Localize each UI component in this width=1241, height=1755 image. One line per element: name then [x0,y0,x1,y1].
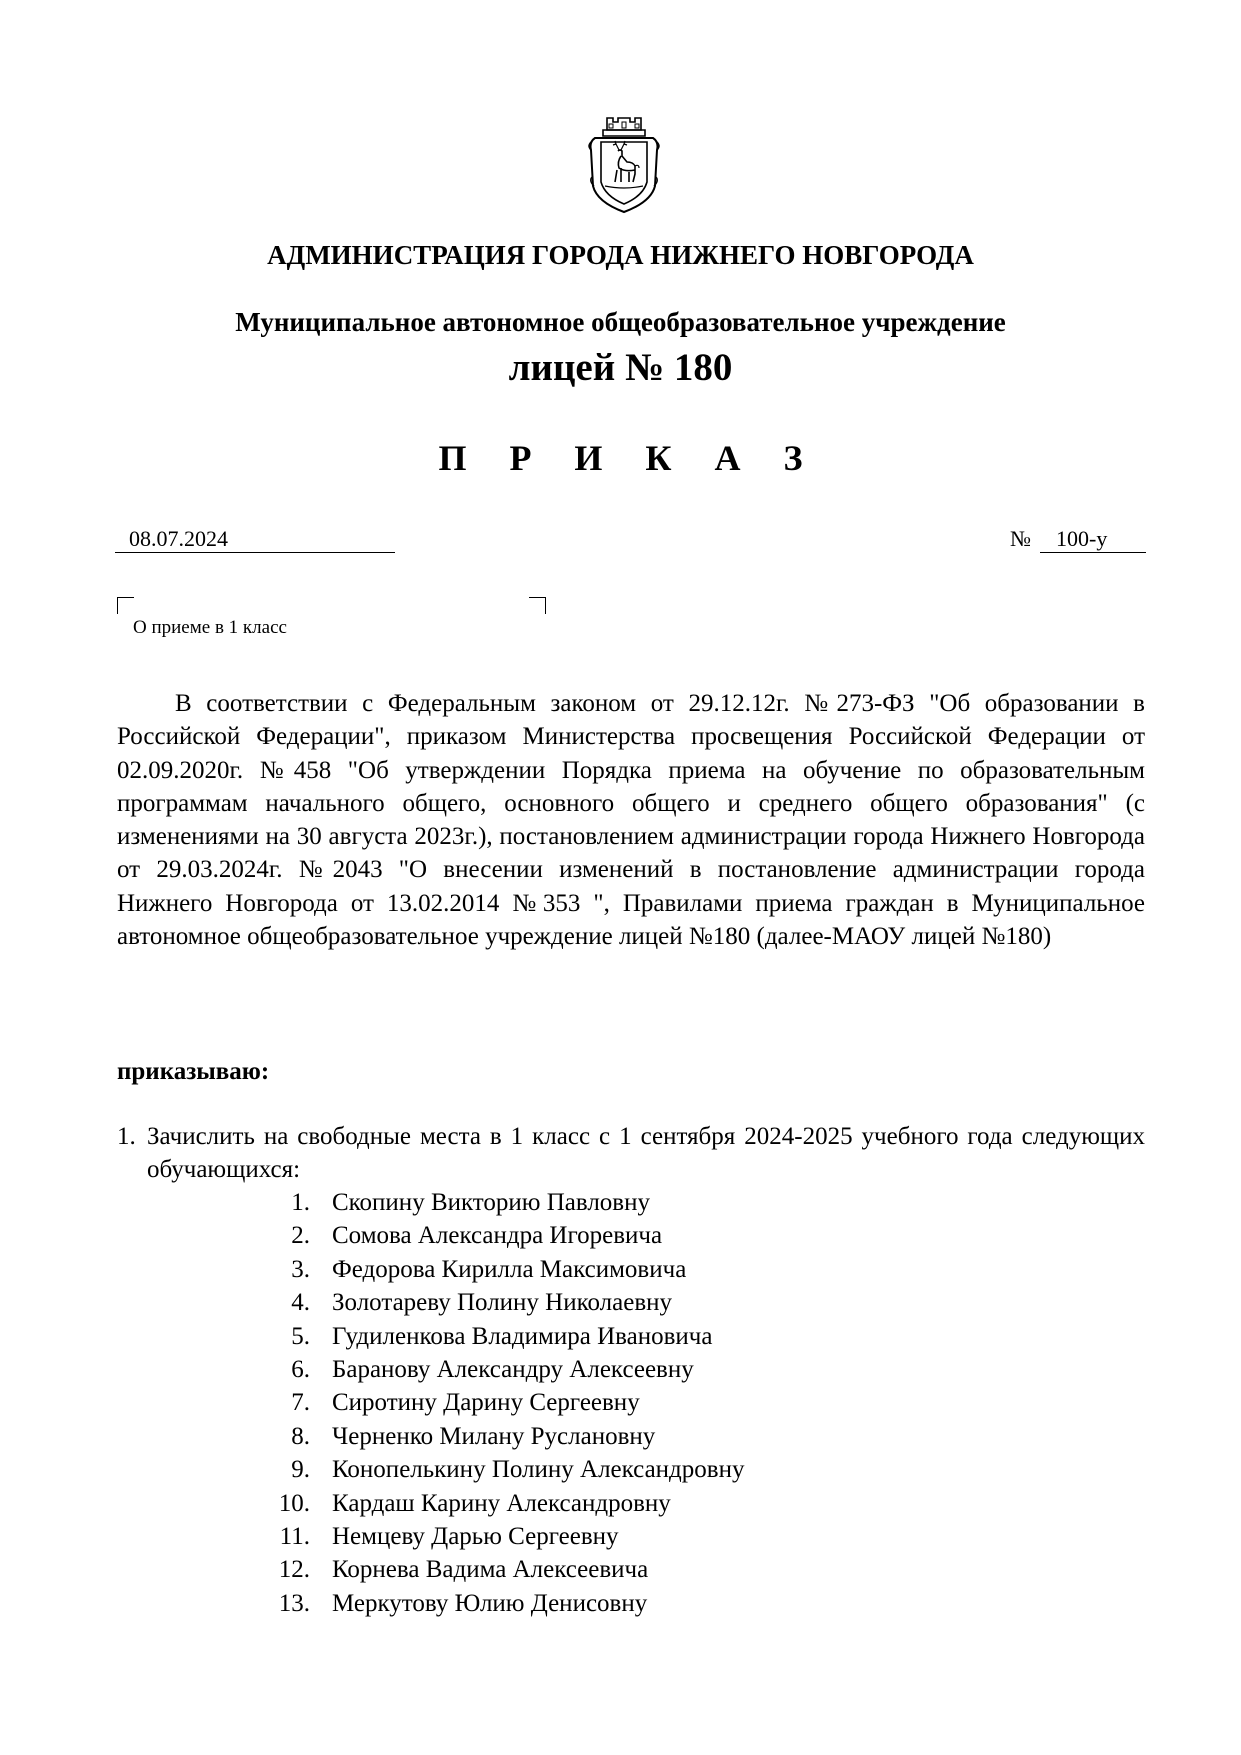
list-item [260,1420,960,1453]
students-list [260,1186,960,1620]
list-item-number: 2. [291,1222,310,1250]
order-number: 100-у [1040,526,1146,553]
preamble-paragraph: В соответствии с Федеральным законом от 29.12.12г. №273-ФЗ "Об образовании в Российской Федерации", приказом Министерства просвещения Российской Федерации от 02.09.2020г. №458 "Об утверждении Порядка приема на обучение по образовательным программам начального общего, основного общего и среднего общего образования" (с изменениями на 30 августа 2023г.), постановлением администрации города Нижнего Новгорода от 29.03.2024г. №2043 "О внесении изменений в постановление администрации города Нижнего Новгорода от 13.02.2014 №353 ", Правилами приема граждан в Муниципальное автономное общеобразовательное учреждение лицей №180 (далее-МАОУ лицей №180) [117,690,1145,951]
list-item-number: 13. [278,1589,310,1617]
student-name: Корнева Вадима Алексеевича [332,1556,649,1584]
student-name: Немцеву Дарью Сергеевну [332,1522,619,1550]
list-item [260,1253,960,1286]
administration-title: АДМИНИСТРАЦИЯ ГОРОДА НИЖНЕГО НОВГОРОДА [267,240,974,270]
coat-of-arms-icon [585,116,663,216]
order-subject: О приеме в 1 класс [133,617,287,638]
list-item [260,1453,960,1486]
list-item [260,1386,960,1419]
student-name: Гудиленкова Владимира Ивановича [332,1322,713,1350]
list-item [260,1587,960,1620]
list-item-number: 8. [291,1422,310,1450]
list-item [260,1487,960,1520]
orders-label: приказываю: [117,1058,270,1085]
list-item-number: 3. [291,1255,310,1283]
subject-corner-mark-right [529,597,546,614]
student-name: Сомова Александра Игоревича [332,1222,663,1250]
list-item [260,1219,960,1252]
organization-name-line1: Муниципальное автономное общеобразовательное учреждение [235,307,1006,337]
student-name: Сиротину Дарину Сергеевну [332,1389,640,1417]
list-item-number: 9. [291,1456,310,1484]
order-item-1 [117,1120,1145,1186]
student-name: Меркутову Юлию Денисовну [332,1589,648,1617]
student-name: Черненко Милану Руслановну [332,1422,656,1450]
document-type-title: П Р И К А З [438,438,820,478]
student-name: Федорова Кирилла Максимовича [332,1255,687,1283]
subject-corner-mark-left [117,597,134,614]
list-item-number: 1. [291,1189,310,1216]
list-item [260,1520,960,1553]
student-name: Баранову Александру Алексеевну [332,1355,694,1383]
list-item-number: 6. [291,1355,310,1383]
student-name: Конопелькину Полину Александровну [332,1456,745,1484]
order-item-text: Зачислить на свободные места в 1 класс с 1 сентября 2024-2025 учебного года следующих обучающихся: [147,1123,1145,1183]
list-item [260,1320,960,1353]
list-item [260,1286,960,1319]
list-item [260,1553,960,1586]
student-name: Кардаш Карину Александровну [332,1489,671,1517]
organization-name-line2: лицей № 180 [508,346,733,389]
student-name: Скопину Викторию Павловну [332,1189,650,1216]
order-date: 08.07.2024 [115,526,395,553]
student-name: Золотареву Полину Николаевну [332,1289,673,1317]
list-item-number: 10. [278,1489,310,1517]
list-item [260,1353,960,1386]
list-item-number: 11. [279,1522,310,1550]
list-item-number: 12. [278,1556,310,1584]
order-item-number: 1. [117,1123,136,1150]
list-item-number: 5. [291,1322,310,1350]
list-item [260,1186,960,1219]
list-item-number: 7. [291,1389,310,1417]
list-item-number: 4. [291,1289,310,1317]
order-number-sign: № [1010,526,1031,551]
